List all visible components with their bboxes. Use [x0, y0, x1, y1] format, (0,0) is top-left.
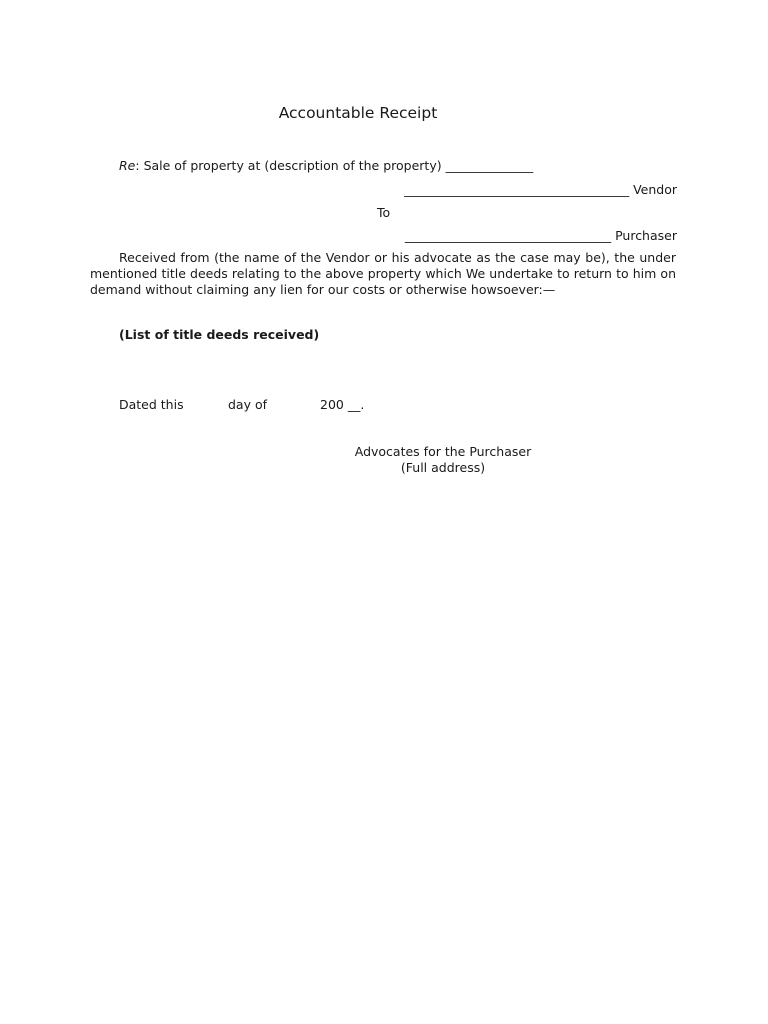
document-title: Accountable Receipt: [278, 104, 438, 122]
vendor-line: ____________________________________ Vendor: [404, 182, 677, 197]
re-label: Re: [119, 158, 136, 173]
re-text: : Sale of property at (description of the property) ______________: [135, 158, 534, 173]
re-line: [119, 158, 533, 174]
purchaser-line: _________________________________ Purchaser: [404, 228, 677, 243]
to-label: To: [377, 205, 391, 220]
day-of-label: day of: [228, 397, 268, 412]
dated-this-label: Dated this: [119, 397, 184, 412]
address-label: (Full address): [400, 460, 486, 475]
body-paragraph: Received from (the name of the Vendor or his advocate as the case may be), the under mentioned title deeds relating to the above property which We undertake to return to him on demand without claiming any lien for our costs or otherwise howsoever:—: [90, 250, 676, 297]
signature-block: [329, 444, 557, 476]
year-label: 200 __.: [320, 397, 365, 412]
signatory-label: Advocates for the Purchaser: [354, 444, 532, 459]
list-heading: (List of title deeds received): [119, 327, 320, 342]
